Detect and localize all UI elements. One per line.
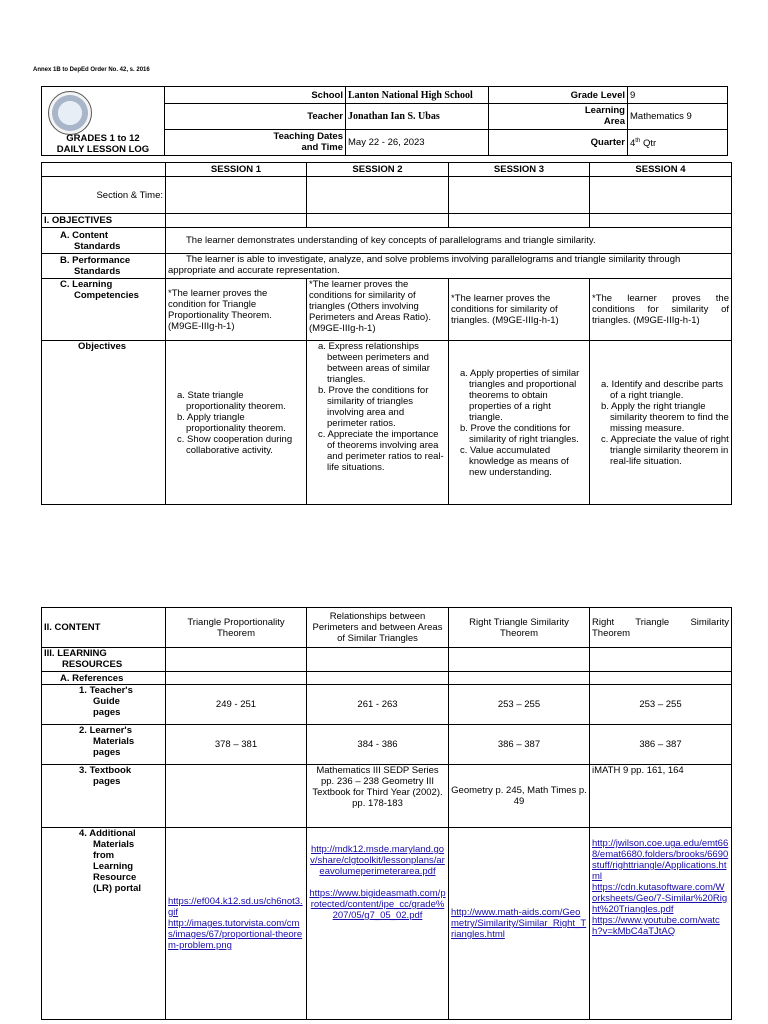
objectives-label: Objectives [42,341,166,505]
tg-s2: 261 - 263 [307,685,449,725]
section-time-label: Section & Time: [42,177,166,214]
dates-value: May 22 - 26, 2023 [346,129,489,155]
objective-item: b. Apply triangle proportionality theorem. [177,411,286,434]
objective-item: a. Apply properties of similar triangles and proportional theorems to obtain properties of a right triangle. [460,367,580,423]
learners-materials-label: 2. Learner's Materials pages [42,725,166,765]
learning-area-value: Mathematics 9 [628,104,728,129]
competency-s2: *The learner proves the conditions for similarity of triangles (Others involving Perimeters and Areas Ratio). (M9GE-IIIg-h-1) [307,279,449,341]
header-table [41,86,728,156]
tb-s2: Mathematics III SEDP Series pp. 236 – 238 Geometry III Textbook for Third Year (2002). pp. 178-183 [307,765,449,828]
resource-link[interactable]: https://cdn.kutasoftware.com/Worksheets/Geo/7-Similar%20Right%20Triangles.pdf [592,882,728,915]
links-s3 [449,828,590,1020]
objective-item: b. Apply the right triangle similarity theorem to find the missing measure. [601,400,729,434]
objective-item: b. Prove the conditions for similarity of triangles involving area and perimeter ratios. [318,385,429,429]
objectives-table [41,162,732,505]
resource-link[interactable]: http://mdk12.msde.maryland.gov/share/clgtoolkit/lessonplans/areavolumeperimeterarea.pdf [310,844,445,877]
session-3-header: SESSION 3 [449,163,590,177]
topic-s4: Right Triangle Similarity Theorem [590,608,732,648]
school-label: School [165,87,346,104]
grade-value: 9 [628,87,728,104]
topic-s2: Relationships between Perimeters and between Areas of Similar Triangles [307,608,449,648]
teachers-guide-label: 1. Teacher's Guide pages [42,685,166,725]
textbook-label: 3. Textbook pages [42,765,166,828]
objective-item: c. Value accumulated knowledge as means of new understanding. [460,444,569,478]
objectives-s2 [307,341,449,505]
competency-s4: *The learner proves the conditions for similarity of triangles. (M9GE-IIIg-h-1) [590,279,732,341]
performance-standards-label: B. Performance Standards [42,254,166,279]
performance-standards-text: The learner is able to investigate, analyze, and solve problems involving parallelograms and triangle similarity through appropriate and accurate representation. [166,254,732,279]
title-line1: GRADES 1 to 12 [66,133,140,144]
objective-item: c. Appreciate the value of right triangle similarity theorem in real-life situation. [601,433,729,467]
objectives-heading: I. OBJECTIVES [42,214,166,228]
dates-label: Teaching Dates and Time [165,129,346,155]
teacher-label: Teacher [165,104,346,129]
resource-link[interactable]: http://images.tutorvista.com/cms/images/67/proportional-theorem-problem.png [168,918,303,951]
grade-label: Grade Level [489,87,628,104]
session-4-header: SESSION 4 [590,163,732,177]
quarter-label: Quarter [489,129,628,155]
lm-s4: 386 – 387 [590,725,732,765]
school-value: Lanton National High School [346,87,489,104]
learning-resources-heading: III. LEARNING RESOURCES [42,648,166,672]
deped-seal-icon [48,91,92,135]
resource-link[interactable]: http://jwilson.coe.uga.edu/emt668/emat6680.folders/brooks/6690stuff/righttriangle/Applications.html [592,838,729,882]
tb-s4: iMATH 9 pp. 161, 164 [590,765,732,828]
resource-link[interactable]: https://www.bigideasmath.com/protected/content/ipe_cc/grade%207/05/g7_05_02.pdf [309,888,446,921]
competency-s3: *The learner proves the conditions for similarity of triangles. (M9GE-IIIg-h-1) [449,279,590,341]
content-standards-text: The learner demonstrates understanding of key concepts of parallelograms and triangle similarity. [166,228,732,254]
session-1-header: SESSION 1 [166,163,307,177]
competencies-label: C. Learning Competencies [42,279,166,341]
objective-item: a. State triangle proportionality theorem. [177,389,286,412]
resource-link[interactable]: https://ef004.k12.sd.us/ch6not3.gif [168,896,303,918]
references-label: A. References [42,672,166,685]
session-2-header: SESSION 2 [307,163,449,177]
objective-item: c. Show cooperation during collaborative activity. [177,433,293,456]
lm-s1: 378 – 381 [166,725,307,765]
resources-table [41,607,732,1020]
objectives-s1 [166,341,307,505]
objectives-s4 [590,341,732,505]
objective-item: a. Identify and describe parts of a right triangle. [601,378,723,401]
learning-area-label: Learning Area [489,104,628,129]
resource-link[interactable]: https://www.youtube.com/watch?v=kMbC4aTJtAQ [592,915,720,937]
links-s2 [307,828,449,1020]
lm-s3: 386 – 387 [449,725,590,765]
topic-s3: Right Triangle Similarity Theorem [449,608,590,648]
tg-s4: 253 – 255 [590,685,732,725]
resource-link[interactable]: http://www.math-aids.com/Geometry/Similarity/Similar_Right_Triangles.html [451,907,587,940]
topic-s1: Triangle Proportionality Theorem [166,608,307,648]
additional-materials-label: 4. Additional Materials from Learning Resource (LR) portal [42,828,166,1020]
objectives-s3 [449,341,590,505]
links-s1 [166,828,307,1020]
objective-item: c. Appreciate the importance of theorems involving area and perimeter ratios to real-life situations. [318,429,444,473]
tb-s3: Geometry p. 245, Math Times p. 49 [449,765,590,828]
tg-s3: 253 – 255 [449,685,590,725]
competency-s1: *The learner proves the condition for Triangle Proportionality Theorem. (M9GE-IIIg-h-1) [166,279,307,341]
quarter-value: 4th Qtr [628,129,728,155]
lm-s2: 384 - 386 [307,725,449,765]
tg-s1: 249 - 251 [166,685,307,725]
teacher-value: Jonathan Ian S. Ubas [346,104,489,129]
content-heading: II. CONTENT [42,608,166,648]
objective-item: a. Express relationships between perimeters and between areas of similar triangles. [318,341,430,385]
objective-item: b. Prove the conditions for similarity of right triangles. [460,422,579,445]
header-logo-cell [42,87,165,156]
annex-note: Annex 1B to DepEd Order No. 42, s. 2016 [33,67,150,73]
title-line2: DAILY LESSON LOG [56,144,150,155]
content-standards-label: A. Content Standards [42,228,166,254]
tb-s1 [166,765,307,828]
links-s4 [590,828,732,1020]
